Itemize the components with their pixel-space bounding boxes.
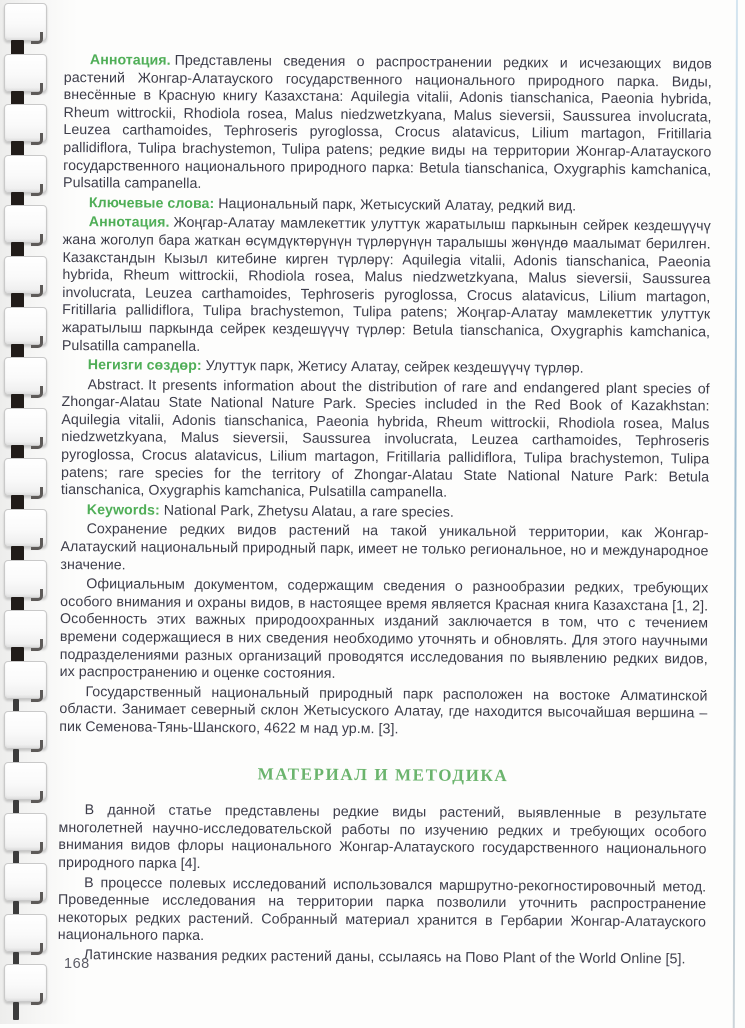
spiral-binding: [0, 0, 58, 1024]
binding-ring: [4, 863, 47, 901]
binding-ring-hook: [31, 336, 43, 348]
paragraph-label: Ключевые слова:: [88, 194, 215, 212]
binding-ring-hook: [31, 184, 43, 196]
paragraph: [60, 521, 708, 578]
binding-ring: [4, 256, 47, 294]
binding-ring: [4, 711, 47, 749]
binding-ring-hook: [31, 993, 43, 1005]
binding-ring-hook: [31, 285, 43, 297]
paragraph: [58, 802, 706, 877]
paragraph-text: Улуттук парк, Жетису Алатау, сейрек кездешүүчү түрлөр.: [205, 358, 584, 377]
binding-ring-hook: [31, 740, 43, 752]
binding-ring: [4, 408, 47, 446]
section-heading: МАТЕРИАЛ И МЕТОДИКА: [257, 763, 509, 785]
binding-ring-hook: [31, 234, 43, 246]
abstract-block: [59, 52, 712, 741]
paragraph-text: Национальный парк, Жетысуский Алатау, редкий вид.: [218, 195, 577, 215]
binding-ring: [4, 813, 47, 851]
paragraph: [63, 195, 711, 217]
binding-ring-hook: [31, 32, 43, 44]
binding-ring: [4, 914, 47, 952]
paragraph-label: Негизги сөздөр:: [87, 357, 202, 375]
binding-ring-hook: [31, 842, 43, 854]
binding-ring: [4, 610, 47, 648]
binding-ring: [4, 661, 47, 699]
paragraph-text: Представлены сведения о распространении редких и исчезающих видов растений Жонгар-Алатауского государственного национального природного парка. Виды, внесённые в Красную книгу Казахстана: Aquilegia vitalii, Adonis tianschanica, Paeonia hybrida, Rheum wittrockii, Rhodiola rosea, Malus niedzwetzkyana, Malus sieversii, Saussurea involucrata, Leuzea carthamoides, Tephroseris pyroglossa, Crocus alatavicus, Lilium martagon, Fritillaria pallidiflora, Tulipa brachystemon, Tulipa patens; редкие виды на территории Жонгар-Алатауского государственного национального природного парка: Betula tianschanica, Oxygraphis kamchanica, Pulsatilla campanella.: [63, 52, 712, 193]
paragraph-text: Официальным документом, содержащим сведения о разнообразии редких, требующих особого внимания и охраны видов, в настоящее время является Красная книга Казахстана [1, 2]. Особенность этих важных природоохранных изданий заключается в том, что с течением времени содержащиеся в них сведения необходимо уточнять и обновлять. Для этого научными подразделениями разных организаций проводятся исследования по выявлению редких видов, их распространению и оценке состояния.: [59, 576, 709, 683]
binding-ring: [4, 104, 47, 142]
page-content: [58, 52, 712, 971]
paragraph-label: Keywords:: [86, 502, 160, 519]
binding-ring: [4, 357, 47, 395]
binding-ring: [4, 54, 47, 92]
paragraph: [61, 502, 709, 524]
paragraph: [58, 947, 706, 969]
binding-ring-hook: [31, 892, 43, 904]
binding-ring-hook: [31, 589, 43, 601]
paragraph: [62, 214, 711, 359]
paragraph-label: Аннотация.: [89, 52, 171, 69]
paragraph-text: Государственный национальный природный парк расположен на востоке Алматинской области. Занимает северный склон Жетысуского Алатау, где находится высочайшая вершина – пик Семенова-Тянь-Шанского, 4622 м над ур.м. [3].: [59, 683, 708, 738]
binding-ring: [4, 155, 47, 193]
paragraph: [59, 684, 707, 741]
binding-ring-hook: [31, 487, 43, 499]
paragraph: [60, 576, 709, 686]
binding-ring: [4, 560, 47, 598]
page-number: 168: [64, 956, 90, 972]
paragraph-text: Жоңгар-Алатау мамлекеттик улуттук жаратылыш паркынын сейрек кездешүүчү жана жоголуп бара жаткан өсүмдүктөрүнүн түрлөрүнүн таралышы жөнүндө маалымат берилген. Казакстандын Кызыл китебине кирген түрлөрү: Aquilegia vitalii, Adonis tianschanica, Paeonia hybrida, Rheum wittrockii, Rhodiola rosea, Malus niedzwetzkyana, Malus sieversii, Saussurea involucrata, Leuzea carthamoides, Tephroseris pyroglossa, Crocus alatavicus, Lilium martagon, Fritillaria pallidiflora, Tulipa brachystemon, Tulipa patens; Жоңгар-Алатау мамлекеттик улуттук жаратылыш паркында сейрек кездешүүчү түрлөр: Betula tianschanica, Oxygraphis kamchanica, Pulsatilla campanella.: [61, 215, 711, 355]
binding-ring: [4, 205, 47, 243]
paragraph-text: В процессе полевых исследований использовался маршрутно-рекогностировочный метод. Проведенные исследования на территории парка позволили уточнить распространение некоторых редких растений. Собранный материал хранится в Гербарии Жонгар-Алатауского национального парка.: [57, 874, 707, 945]
paragraph-text: It presents information about the distribution of rare and endangered plant species of Zhongar-Alatau State National Nature Park. Species included in the Red Book of Kazakhstan: Aquilegia vitalii, Adonis tianschanica, Paeonia hybrida, Rheum wittrockii, Rhodiola rosea, Malus niedzwetzkyana, Malus sieversii, Saussurea involucrata, Leuzea carthamoides, Tephroseris pyroglossa, Crocus alatavicus, Lilium martagon, Fritillaria pallidiflora, Tulipa brachystemon, Tulipa patens; rare species for the territory of Zhongar-Alatau State National Nature Park: Betula tianschanica, Oxygraphis kamchanica, Pulsatilla campanella.: [60, 377, 710, 501]
binding-ring-hook: [31, 83, 43, 95]
paragraph: [63, 52, 712, 197]
binding-ring-hook: [31, 639, 43, 651]
paragraph-text: В данной статье представлены редкие виды растений, выявленные в результате многолетней научно-исследовательской работы по изучению редких и требующих особого внимания видов флоры национального Жонгар-Алатауского государственного национального природного парка [4].: [58, 802, 707, 872]
paragraph-label: Аннотация.: [88, 214, 170, 232]
binding-ring: [4, 964, 47, 1002]
binding-ring: [4, 458, 47, 496]
binding-ring: [4, 3, 47, 41]
page-edge-line: [733, 0, 738, 1028]
paragraph-text: National Park, Zhetysu Alatau, a rare species.: [163, 502, 454, 521]
paragraph: [58, 875, 706, 950]
paragraph: [62, 357, 710, 379]
binding-ring-hook: [31, 538, 43, 550]
paragraph: [61, 377, 710, 505]
paragraph-label: Abstract.: [87, 376, 145, 394]
paragraph-text: Латинские названия редких растений даны, ссылаясь на Пово Plant of the World Online [5].: [83, 947, 686, 968]
binding-ring: [4, 307, 47, 345]
binding-ring-hook: [31, 791, 43, 803]
binding-ring-hook: [31, 437, 43, 449]
binding-hole: [13, 1002, 19, 1020]
paragraph-text: Сохранение редких видов растений на такой уникальной территории, как Жонгар-Алатауский национальный природный парк, имеет не только региональное, но и международное значение.: [60, 521, 709, 574]
body-block: [58, 802, 707, 969]
binding-ring-hook: [31, 690, 43, 702]
binding-ring: [4, 762, 47, 800]
binding-ring-hook: [31, 386, 43, 398]
binding-ring-hook: [31, 133, 43, 145]
binding-ring-hook: [31, 943, 43, 955]
binding-ring: [4, 509, 47, 547]
